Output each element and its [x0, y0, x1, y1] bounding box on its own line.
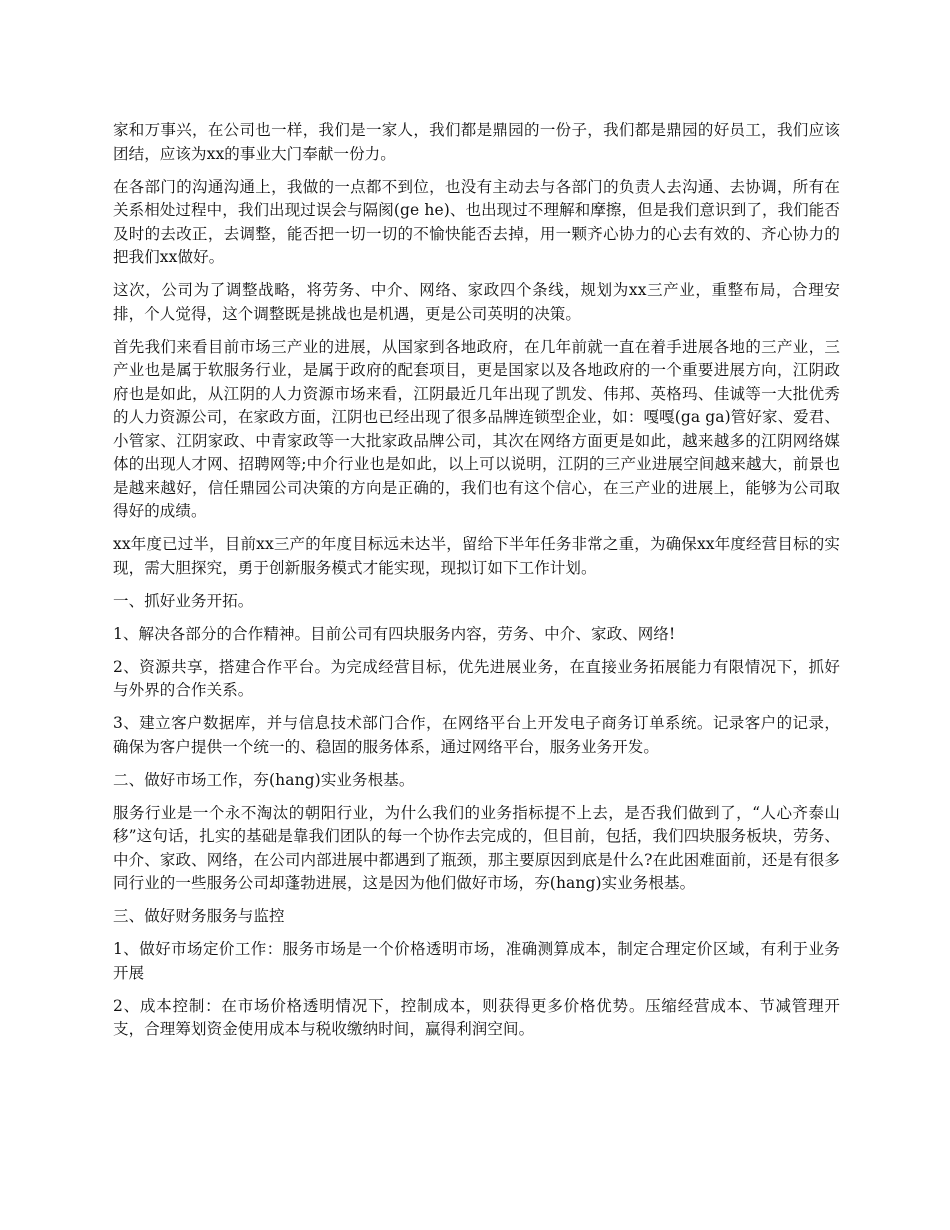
list-item-resource-sharing: 2、资源共享，搭建合作平台。为完成经营目标，优先进展业务，在直接业务拓展能力有限情况下，抓好与外界的合作关系。: [113, 657, 840, 699]
paragraph-intro-harmony: 家和万事兴，在公司也一样，我们是一家人，我们都是鼎园的一份子，我们都是鼎园的好员工，我们应该团结，应该为xx的事业大门奉献一份力。: [113, 121, 840, 163]
heading-finance-monitoring: 三、做好财务服务与监控: [113, 907, 285, 925]
list-item-pricing: 1、做好市场定价工作：服务市场是一个价格透明市场，准确测算成本，制定合理定价区域，有利于业务开展: [113, 940, 840, 982]
list-item-cooperation: 1、解决各部分的合作精神。目前公司有四块服务内容，劳务、中介、家政、网络!: [113, 624, 676, 643]
list-item-customer-database: 3、建立客户数据库，并与信息技术部门合作，在网络平台上开发电子商务订单系统。记录客户的记录，确保为客户提供一个统一的、稳固的服务体系，通过网络平台，服务业务开发。: [113, 714, 840, 756]
heading-market-work: 二、做好市场工作，夯(hang)实业务根基。: [113, 770, 415, 789]
heading-business-expansion: 一、抓好业务开拓。: [113, 591, 254, 610]
paragraph-service-industry: 服务行业是一个永不淘汰的朝阳行业，为什么我们的业务指标提不上去，是否我们做到了，“人心齐泰山移”这句话，扎实的基础是靠我们团队的每一个协作去完成的，但目前，包括，我们四块服务板块，劳务、中介、家政、网络，在公司内部进展中都遇到了瓶颈，那主要原因到底是什么?在此困难面前，还是有很多同行业的一些服务公司却蓬勃进展，这是因为他们做好市场，夯(hang)实业务根基。: [113, 803, 840, 892]
paragraph-communication: 在各部门的沟通沟通上，我做的一点都不到位，也没有主动去与各部门的负责人去沟通、去协调，所有在关系相处过程中，我们出现过误会与隔阂(ge he)、也出现过不理解和摩擦，但是我们意识到了，我们能否及时的去改正，去调整，能否把一切一切的不愉快能否去掉，用一颗齐心协力的心去有效的、齐心协力的把我们xx做好。: [113, 177, 840, 266]
document-body: [113, 119, 840, 1051]
list-item-cost-control: 2、成本控制：在市场价格透明情况下，控制成本，则获得更多价格优势。压缩经营成本、节减管理开支，合理筹划资金使用成本与税收缴纳时间，赢得利润空间。: [113, 996, 840, 1038]
paragraph-annual-target: xx年度已过半，目前xx三产的年度目标远未达半，留给下半年任务非常之重，为确保xx年度经营目标的实现，需大胆探究，勇于创新服务模式才能实现，现拟订如下工作计划。: [113, 535, 840, 577]
paragraph-market-progress: 首先我们来看目前市场三产业的进展，从国家到各地政府，在几年前就一直在着手进展各地的三产业，三产业也是属于软服务行业，是属于政府的配套项目，更是国家以及各地政府的一个重要进展方向，江阴政府也是如此，从江阴的人力资源市场来看，江阴最近几年出现了凯发、伟邦、英格玛、佳诚等一大批优秀的人力资源公司，在家政方面，江阴也已经出现了很多品牌连锁型企业，如：嘎嘎(ga ga)管好家、爱君、小管家、江阴家政、中青家政等一大批家政品牌公司，其次在网络方面更是如此，越来越多的江阴网络媒体的出现人才网、招聘网等;中介行业也是如此，以上可以说明，江阴的三产业进展空间越来越大，前景也是越来越好，信任鼎园公司决策的方向是正确的，我们也有这个信心，在三产业的进展上，能够为公司取得好的成绩。: [113, 337, 840, 520]
paragraph-strategy-adjustment: 这次，公司为了调整战略，将劳务、中介、网络、家政四个条线，规划为xx三产业，重整布局，合理安排，个人觉得，这个调整既是挑战也是机遇，更是公司英明的决策。: [113, 281, 840, 323]
